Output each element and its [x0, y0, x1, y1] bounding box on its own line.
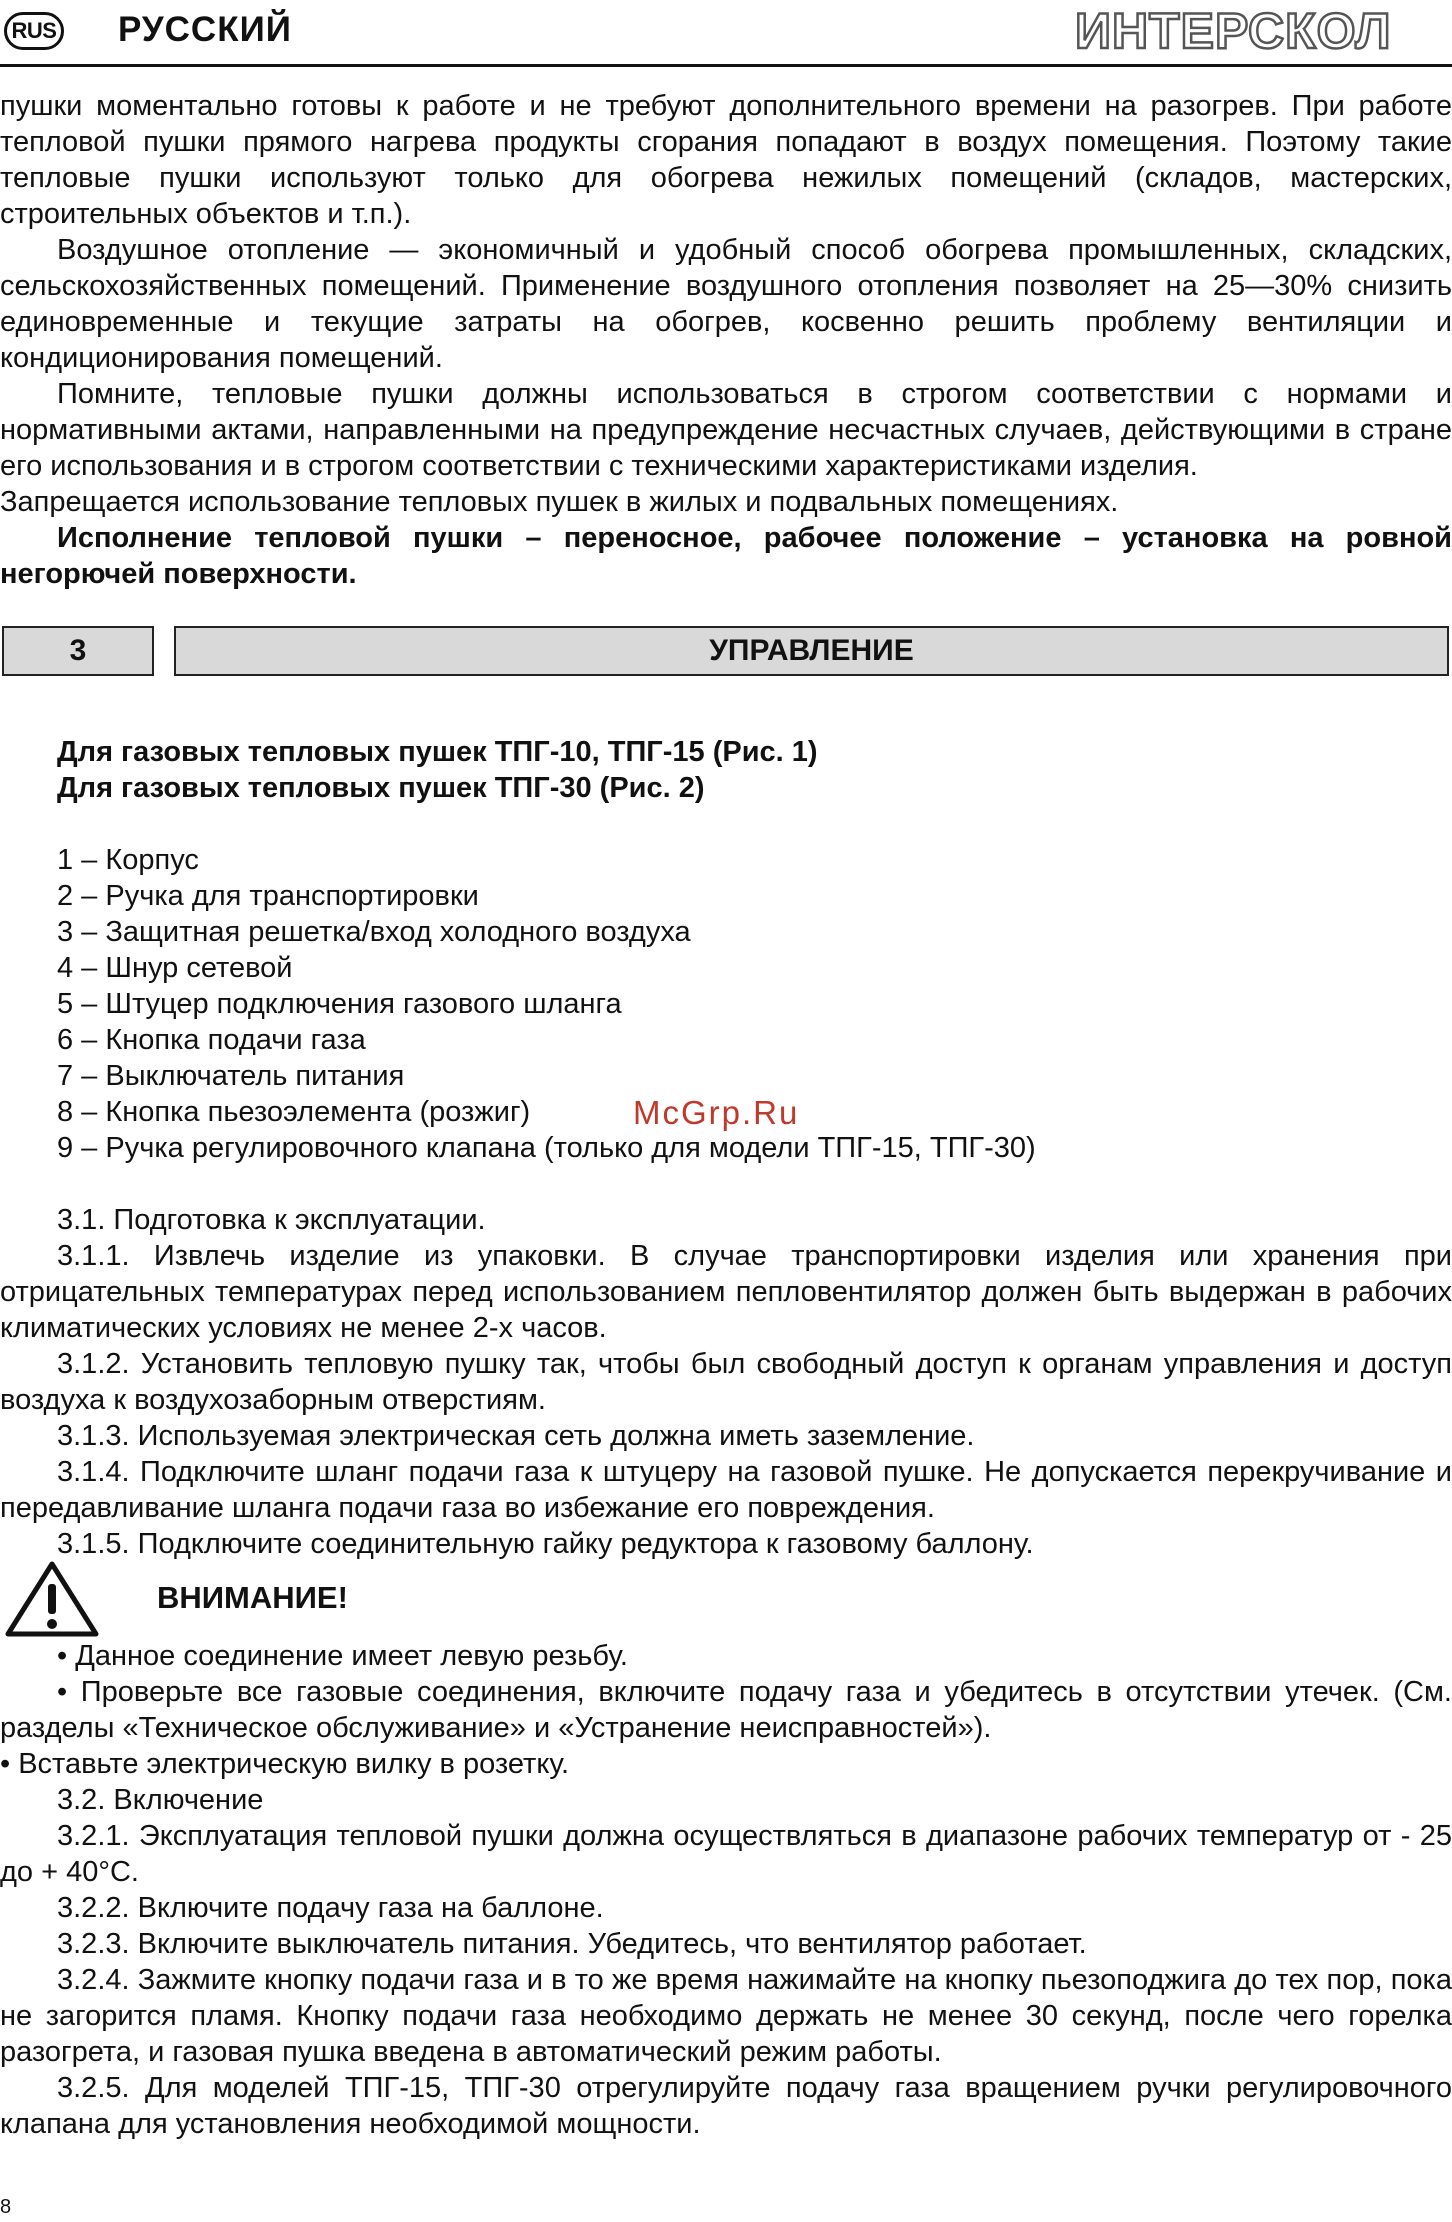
warning-label: ВНИМАНИЕ!: [157, 1580, 348, 1615]
step-3-1-1: 3.1.1. Извлечь изделие из упаковки. В случае транспортировки изделия или хранения при отрицательных температурах перед использованием пепловентилятор должен быть выдержан в рабочих климатических условиях не менее 2-х часов.: [0, 1240, 1452, 1344]
intro-text: [0, 88, 1452, 592]
step-3-1-5: 3.1.5. Подключите соединительную гайку редуктора к газовому баллону.: [57, 1528, 1034, 1560]
control-section-body: [0, 734, 1452, 2142]
watermark: McGrp.Ru: [633, 1094, 800, 1131]
intro-paragraph-3: Помните, тепловые пушки должны использоваться в строгом соответствии с нормами и нормативными актами, направленными на предупреждение несчастных случаев, действующими в стране его использования и в строгом соответствии с техническими характеристиками изделия.: [0, 378, 1452, 482]
warning-bullet-2: • Проверьте все газовые соединения, включите подачу газа и убедитесь в отсутствии утечек. (См. разделы «Техническое обслуживание» и «Устранение неисправностей»).: [0, 1676, 1452, 1744]
section-header: [0, 626, 1452, 678]
list-item: 7 – Выключатель питания: [57, 1060, 405, 1092]
page-header: [0, 0, 1452, 68]
intro-paragraph-1: пушки моментально готовы к работе и не требуют дополнительного времени на разогрев. При работе тепловой пушки прямого нагрева продукты сгорания попадают в воздух помещения. Поэтому такие тепловые пушки используют только для обогрева нежилых помещений (складов, мастерских, строительных объектов и т.п.).: [0, 90, 1452, 230]
list-item: 5 – Штуцер подключения газового шланга: [57, 988, 622, 1020]
section-title: УПРАВЛЕНИЕ: [174, 626, 1449, 676]
step-3-2-3: 3.2.3. Включите выключатель питания. Убедитесь, что вентилятор работает.: [57, 1928, 1087, 1960]
warning-bullet-1: • Данное соединение имеет левую резьбу.: [57, 1640, 628, 1672]
intro-paragraph-5: Исполнение тепловой пушки – переносное, рабочее положение – установка на ровной негорючей поверхности.: [0, 522, 1452, 590]
list-item: 9 – Ручка регулировочного клапана (только для модели ТПГ-15, ТПГ-30): [57, 1132, 1036, 1164]
power-on-title: 3.2. Включение: [57, 1784, 264, 1816]
warning-bullet-3: • Вставьте электрическую вилку в розетку.: [0, 1748, 569, 1780]
step-3-2-4: 3.2.4. Зажмите кнопку подачи газа и в то же время нажимайте на кнопку пьезоподжига до тех пор, пока не загорится пламя. Кнопку подачи газа необходимо держать не менее 30 секунд, после чего горелка разогрета, и газовая пушка введена в автоматический режим работы.: [0, 1964, 1452, 2068]
brand-logo: [1075, 2, 1452, 62]
list-item: 2 – Ручка для транспортировки: [57, 880, 479, 912]
list-item: 1 – Корпус: [57, 844, 199, 876]
prep-title: 3.1. Подготовка к эксплуатации.: [57, 1204, 486, 1236]
brand-logo-text: ИНТЕРСКОЛ: [1075, 3, 1392, 59]
language-badge: RUS: [4, 12, 64, 50]
step-3-2-2: 3.2.2. Включите подачу газа на баллоне.: [57, 1892, 604, 1924]
intro-paragraph-2: Воздушное отопление — экономичный и удобный способ обогрева промышленных, складских, сельскохозяйственных помещений. Применение воздушного отопления позволяет на 25—30% снизить единовременные и текущие затраты на обогрев, косвенно решить проблему вентиляции и кондиционирования помещений.: [0, 234, 1452, 374]
header-divider: [0, 64, 1452, 67]
step-3-1-2: 3.1.2. Установить тепловую пушку так, чтобы был свободный доступ к органам управления и доступ воздуха к воздухозаборным отверстиям.: [0, 1348, 1452, 1416]
language-title: РУССКИЙ: [118, 10, 292, 49]
warning-icon: [4, 1560, 100, 1640]
list-item: 6 – Кнопка подачи газа: [57, 1024, 366, 1056]
intro-paragraph-4: Запрещается использование тепловых пушек в жилых и подвальных помещениях.: [0, 486, 1119, 518]
section-number: 3: [2, 626, 154, 676]
list-item: 4 – Шнур сетевой: [57, 952, 293, 984]
step-3-1-3: 3.1.3. Используемая электрическая сеть должна иметь заземление.: [57, 1420, 975, 1452]
step-3-2-1: 3.2.1. Эксплуатация тепловой пушки должна осуществляться в диапазоне рабочих температур от - 25 до + 40°С.: [0, 1820, 1452, 1888]
warning-block: [0, 1568, 1452, 1638]
page-number: 8: [0, 2196, 12, 2218]
step-3-1-4: 3.1.4. Подключите шланг подачи газа к штуцеру на газовой пушке. Не допускается перекручивание и передавливание шланга подачи газа во избежание его повреждения.: [0, 1456, 1452, 1524]
list-item: 3 – Защитная решетка/вход холодного воздуха: [57, 916, 691, 948]
list-item: 8 – Кнопка пьезоэлемента (розжиг): [57, 1096, 531, 1128]
models-line-1: Для газовых тепловых пушек ТПГ-10, ТПГ-15 (Рис. 1): [57, 736, 818, 768]
step-3-2-5: 3.2.5. Для моделей ТПГ-15, ТПГ-30 отрегулируйте подачу газа вращением ручки регулировочного клапана для установления необходимой мощности.: [0, 2072, 1452, 2140]
models-line-2: Для газовых тепловых пушек ТПГ-30 (Рис. 2): [57, 772, 705, 804]
